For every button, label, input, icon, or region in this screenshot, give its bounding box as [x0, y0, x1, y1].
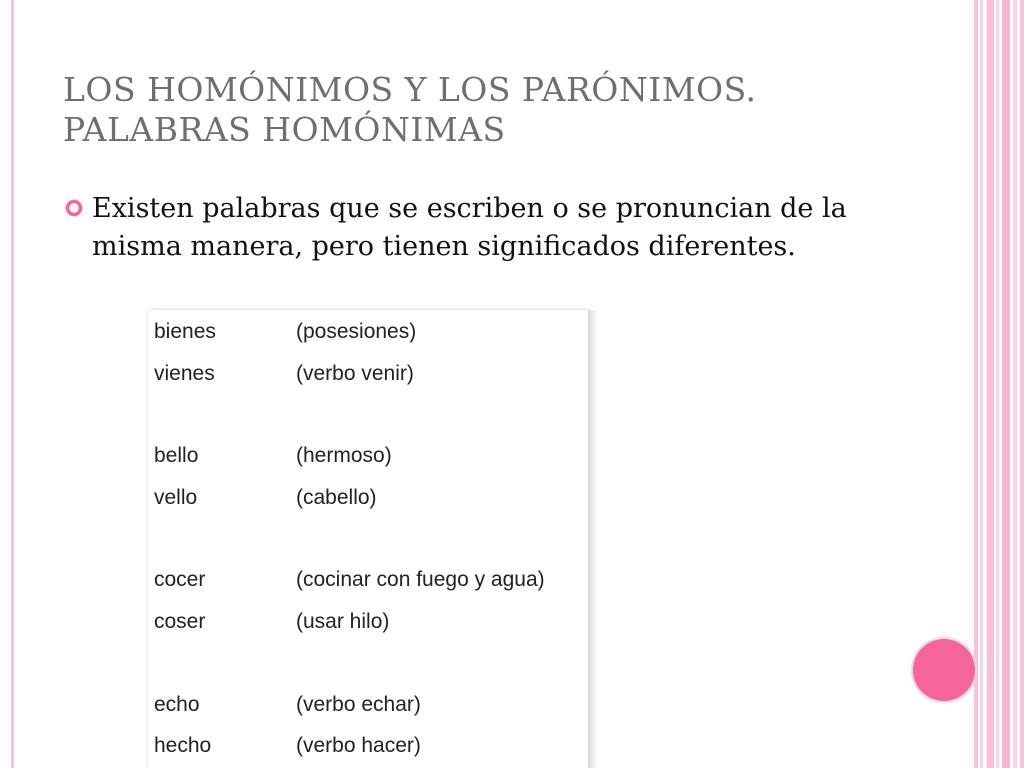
slide-title	[63, 70, 923, 150]
homonym-word-table	[148, 310, 588, 768]
meaning: (cabello)	[296, 486, 377, 509]
word: coser	[154, 610, 206, 633]
meaning: (hermoso)	[296, 444, 392, 467]
meaning: (verbo hacer)	[296, 734, 421, 757]
pink-accent-circle	[913, 639, 975, 701]
title-line-1: LOS HOMÓNIMOS Y LOS PARÓNIMOS.	[63, 70, 757, 109]
word: bello	[154, 444, 199, 467]
word: vienes	[154, 362, 215, 385]
meaning: (verbo venir)	[296, 362, 414, 385]
meaning: (verbo echar)	[296, 693, 421, 716]
word: hecho	[154, 734, 212, 757]
bullet-text: Existen palabras que se escriben o se pronuncian de la misma manera, pero tienen significados diferentes.	[92, 193, 847, 262]
word: bienes	[154, 320, 216, 343]
meaning: (usar hilo)	[296, 610, 390, 633]
meaning: (cocinar con fuego y agua)	[296, 568, 545, 591]
word: echo	[154, 693, 200, 716]
right-decorative-stripes	[974, 0, 1024, 768]
table-edge-shadow	[588, 310, 598, 768]
word: cocer	[154, 568, 206, 591]
meaning: (posesiones)	[296, 320, 417, 343]
pink-ring-bullet-icon	[65, 199, 83, 217]
left-border-line	[11, 0, 14, 768]
word: vello	[154, 486, 198, 509]
title-line-2: PALABRAS HOMÓNIMAS	[63, 110, 506, 149]
